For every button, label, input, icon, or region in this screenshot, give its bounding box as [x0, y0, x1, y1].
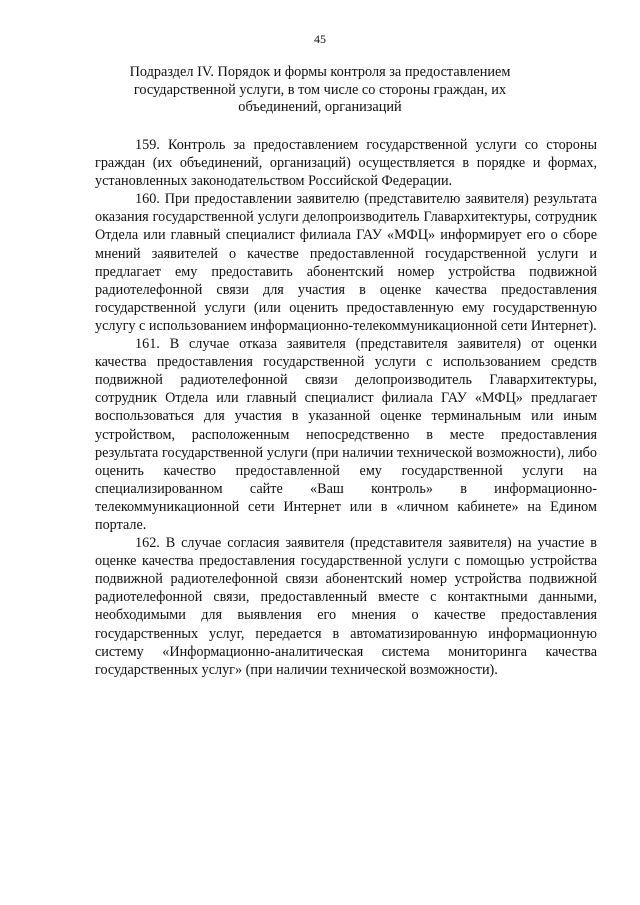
- paragraph-159: 159. Контроль за предоставлением государственной услуги со стороны граждан (их объединений, организаций) осуществляется в порядке и формах, установленных законодательством Российской Федерации.: [95, 137, 597, 190]
- paragraph-162: 162. В случае согласия заявителя (представителя заявителя) на участие в оценке качества предоставления государственной услуги с помощью устройства подвижной радиотелефонной связи абонентский номер устройства подвижной радиотелефонной связи, предоставленный вместе с контактными данными, необходимыми для выявления его мнения о качестве предоставления государственных услуг, передается в автоматизированную информационную систему «Информационно-аналитическая система мониторинга качества государственных услуг» (при наличии технической возможности).: [95, 535, 597, 678]
- document-body: [95, 136, 597, 679]
- paragraph-160: 160. При предоставлении заявителю (представителю заявителя) результата оказания государственной услуги делопроизводитель Главархитектуры, сотрудник Отдела или главный специалист филиала ГАУ «МФЦ» информирует его о сборе мнений заявителей о качестве предоставленной государственной услуги и предлагает ему предоставить абонентский номер устройства подвижной радиотелефонной связи для участия в оценке качества предоставления государственной услуги (или оценить предоставленную ему государственную услугу с использованием информационно-телекоммуникационной сети Интернет).: [95, 191, 597, 334]
- page-number: 45: [314, 32, 326, 46]
- paragraph-161: 161. В случае отказа заявителя (представителя заявителя) от оценки качества предоставления государственной услуги с использованием средств подвижной радиотелефонной связи делопроизводитель Главархитектуры, сотрудник Отдела или главный специалист филиала ГАУ «МФЦ» предлагает воспользоваться для участия в указанной оценке терминальным или иным устройством, расположенным непосредственно в месте предоставления результата государственной услуги (при наличии технической возможности), либо оценить качество предоставленной ему государственной услуги на специализированном сайте «Ваш контроль» в информационно-телекоммуникационной сети Интернет или в «личном кабинете» на Едином портале.: [95, 336, 597, 533]
- section-heading: Подраздел IV. Порядок и формы контроля за предоставлением государственной услуги, в том числе со стороны граждан, их объединений, организаций: [129, 64, 511, 115]
